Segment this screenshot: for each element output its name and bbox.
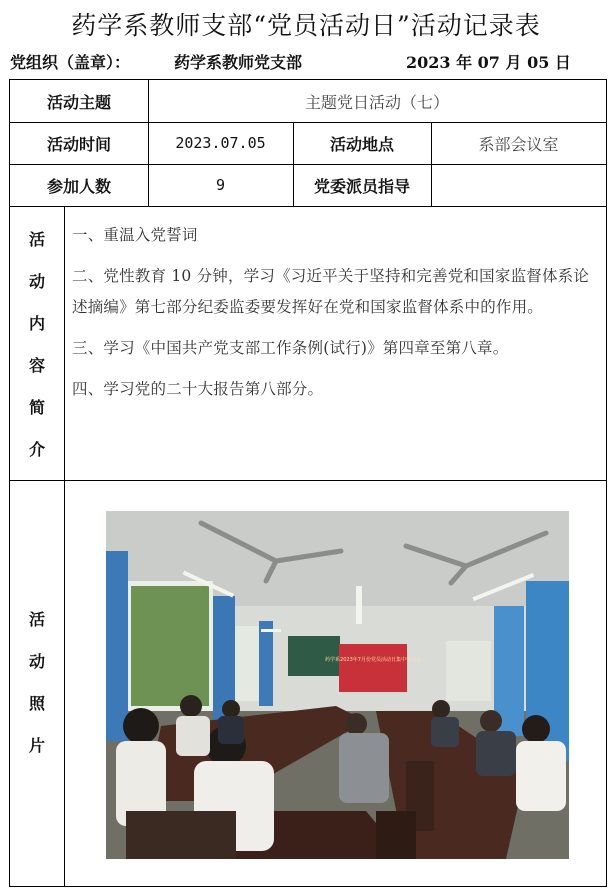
time-label: 活动时间 <box>46 134 111 154</box>
content-label-char: 活 <box>28 230 45 249</box>
content-label-char: 动 <box>28 272 45 291</box>
photo-label-char: 照 <box>28 694 45 713</box>
activity-photo <box>106 511 569 859</box>
org-label: 党组织（盖章）： <box>10 53 131 72</box>
screen-text: 药学系2023年7月份党员活动日集中学习会 <box>325 657 421 663</box>
page-title: 药学系教师支部“党员活动日”活动记录表 <box>71 11 541 40</box>
place-value: 系部会议室 <box>478 134 559 154</box>
content-label <box>10 227 64 479</box>
theme-label: 活动主题 <box>46 92 111 112</box>
time-value: 2023.07.05 <box>175 134 266 152</box>
content-line: 一、重温入党誓词 <box>72 226 198 244</box>
content-line: 三、学习《中国共产党支部工作条例(试行)》第四章至第八章。 <box>72 339 509 357</box>
record-date: 2023 年 07 月 05 日 <box>406 53 571 72</box>
content-line: 二、党性教育 10 分钟，学习《习近平关于坚持和完善党和国家监督体系论述摘编》第七部分纪委监委要发挥好在党和国家监督体系中的作用。 <box>72 267 590 316</box>
count-value: 9 <box>215 176 226 194</box>
place-label: 活动地点 <box>329 134 394 154</box>
content-label-char: 容 <box>28 356 45 375</box>
photo-label-char: 动 <box>28 652 45 671</box>
photo-label <box>10 607 64 775</box>
content-line: 四、学习党的二十大报告第八部分。 <box>72 380 324 398</box>
content-label-char: 介 <box>28 440 45 459</box>
content-label-char: 内 <box>28 314 45 333</box>
count-label: 参加人数 <box>46 176 111 196</box>
guide-value <box>431 164 606 206</box>
guide-label: 党委派员指导 <box>313 176 410 196</box>
org-name: 药学系教师党支部 <box>174 53 303 72</box>
content-body <box>72 220 604 405</box>
content-label-char: 简 <box>28 398 45 417</box>
photo-label-char: 片 <box>28 736 45 755</box>
theme-value: 主题党日活动（七） <box>304 92 449 112</box>
record-table <box>9 79 607 887</box>
photo-label-char: 活 <box>28 610 45 629</box>
